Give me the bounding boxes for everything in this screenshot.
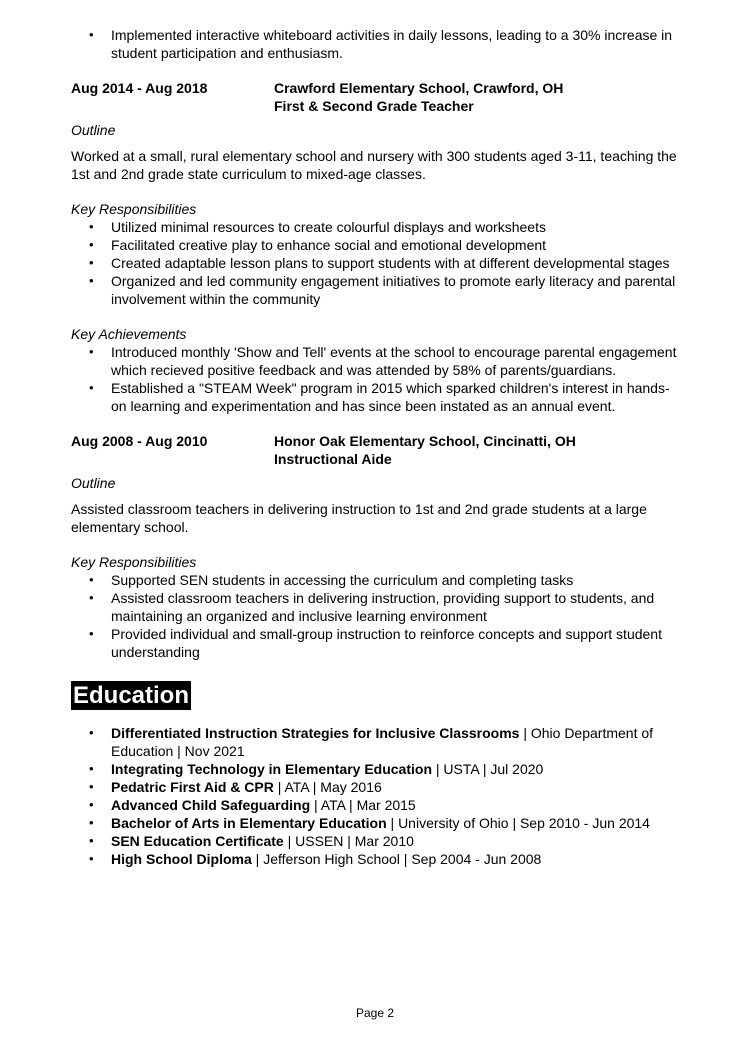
bullet-icon: • (89, 797, 94, 812)
bullet-icon: • (89, 725, 94, 740)
job-header (71, 79, 681, 115)
list-item (71, 814, 681, 832)
list-item (71, 796, 681, 814)
bullet-icon: • (89, 344, 94, 359)
outline-label: Outline (71, 122, 116, 138)
bullet-icon: • (89, 219, 94, 234)
bullet-icon: • (89, 27, 94, 42)
list-item (71, 760, 681, 778)
education-name: Differentiated Instruction Strategies for Inclusive Classrooms (111, 725, 520, 741)
resume-page (71, 26, 681, 868)
education-name: Advanced Child Safeguarding (111, 797, 311, 813)
responsibilities-block (71, 553, 681, 661)
education-detail: | University of Ohio | Sep 2010 - Jun 2014 (386, 815, 650, 831)
job-entry (71, 79, 681, 415)
outline-text: Worked at a small, rural elementary school and nursery with 300 students aged 3-11, teaching the 1st and 2nd grade state curriculum to mixed-age classes. (71, 148, 677, 182)
list-item: • Established a "STEAM Week" program in 2015 which sparked children's interest in hands-on learning and experimentation and has since been instated as an annual event. (89, 380, 670, 414)
bullet-icon: • (89, 815, 94, 830)
education-detail: | ATA | May 2016 (273, 779, 382, 795)
intro-bullet-list (71, 26, 681, 62)
bullet-icon: • (89, 833, 94, 848)
education-detail: | USTA | Jul 2020 (432, 761, 544, 777)
job-info (274, 432, 576, 468)
responsibilities-list (71, 218, 681, 308)
list-item: • Provided individual and small-group instruction to reinforce concepts and support student understanding (89, 626, 662, 660)
job-title: Instructional Aide (274, 451, 392, 467)
education-name: Pedatric First Aid & CPR (111, 779, 274, 795)
outline-text: Assisted classroom teachers in delivering instruction to 1st and 2nd grade students at a large elementary school. (71, 501, 647, 535)
bullet-icon: • (89, 626, 94, 641)
list-item: • Assisted classroom teachers in delivering instruction, providing support to students, and maintaining an organized and inclusive learning environment (89, 590, 655, 624)
achievements-label: Key Achievements (71, 326, 187, 342)
responsibilities-label: Key Responsibilities (71, 201, 197, 217)
list-item (71, 724, 681, 760)
bullet-icon: • (89, 237, 94, 252)
bullet-icon: • (89, 851, 94, 866)
job-school: Honor Oak Elementary School, Cincinatti, OH (274, 433, 576, 449)
bullet-icon: • (89, 255, 94, 270)
bullet-icon: • (89, 380, 94, 395)
education-detail: | ATA | Mar 2015 (310, 797, 416, 813)
education-detail: | Ohio Department of Education | Nov 2021 (111, 725, 654, 759)
list-item: • Utilized minimal resources to create colourful displays and worksheets (89, 219, 546, 235)
list-item: • Created adaptable lesson plans to support students with at different developmental stages (89, 255, 670, 271)
job-school: Crawford Elementary School, Crawford, OH (274, 80, 564, 96)
list-item: • Supported SEN students in accessing the curriculum and completing tasks (89, 572, 574, 588)
education-name: SEN Education Certificate (111, 833, 284, 849)
education-name: Bachelor of Arts in Elementary Education (111, 815, 387, 831)
responsibilities-block (71, 200, 681, 308)
job-dates: Aug 2008 - Aug 2010 (71, 433, 208, 449)
responsibilities-list (71, 571, 681, 661)
list-item: • Introduced monthly 'Show and Tell' events at the school to encourage parental engagement which recieved positive feedback and was attended by 58% of parents/guardians. (89, 344, 677, 378)
education-name: High School Diploma (111, 851, 252, 867)
education-detail: | USSEN | Mar 2010 (283, 833, 414, 849)
section-heading-education: Education (73, 682, 190, 709)
education-section (71, 661, 681, 868)
job-dates: Aug 2014 - Aug 2018 (71, 80, 208, 96)
bullet-icon: • (89, 572, 94, 587)
education-list (71, 724, 681, 868)
bullet-icon: • (89, 761, 94, 776)
outline-label: Outline (71, 475, 116, 491)
bullet-icon: • (89, 590, 94, 605)
education-detail: | Jefferson High School | Sep 2004 - Jun 2008 (251, 851, 542, 867)
list-item: • Organized and led community engagement initiatives to promote early literacy and parental involvement within the community (89, 273, 676, 307)
achievements-block (71, 325, 681, 415)
achievements-list (71, 343, 681, 415)
education-name: Integrating Technology in Elementary Education (111, 761, 433, 777)
job-header (71, 432, 681, 468)
bullet-icon: • (89, 273, 94, 288)
job-title: First & Second Grade Teacher (274, 98, 474, 114)
responsibilities-label: Key Responsibilities (71, 554, 197, 570)
list-item (71, 850, 681, 868)
list-item (71, 832, 681, 850)
job-entry (71, 432, 681, 661)
bullet-icon: • (89, 779, 94, 794)
list-item: • Facilitated creative play to enhance social and emotional development (89, 237, 547, 253)
list-item (71, 778, 681, 796)
job-info (274, 79, 563, 115)
list-item: • Implemented interactive whiteboard activities in daily lessons, leading to a 30% increase in student participation and enthusiasm. (89, 27, 673, 61)
page-number: Page 2 (355, 1006, 395, 1020)
